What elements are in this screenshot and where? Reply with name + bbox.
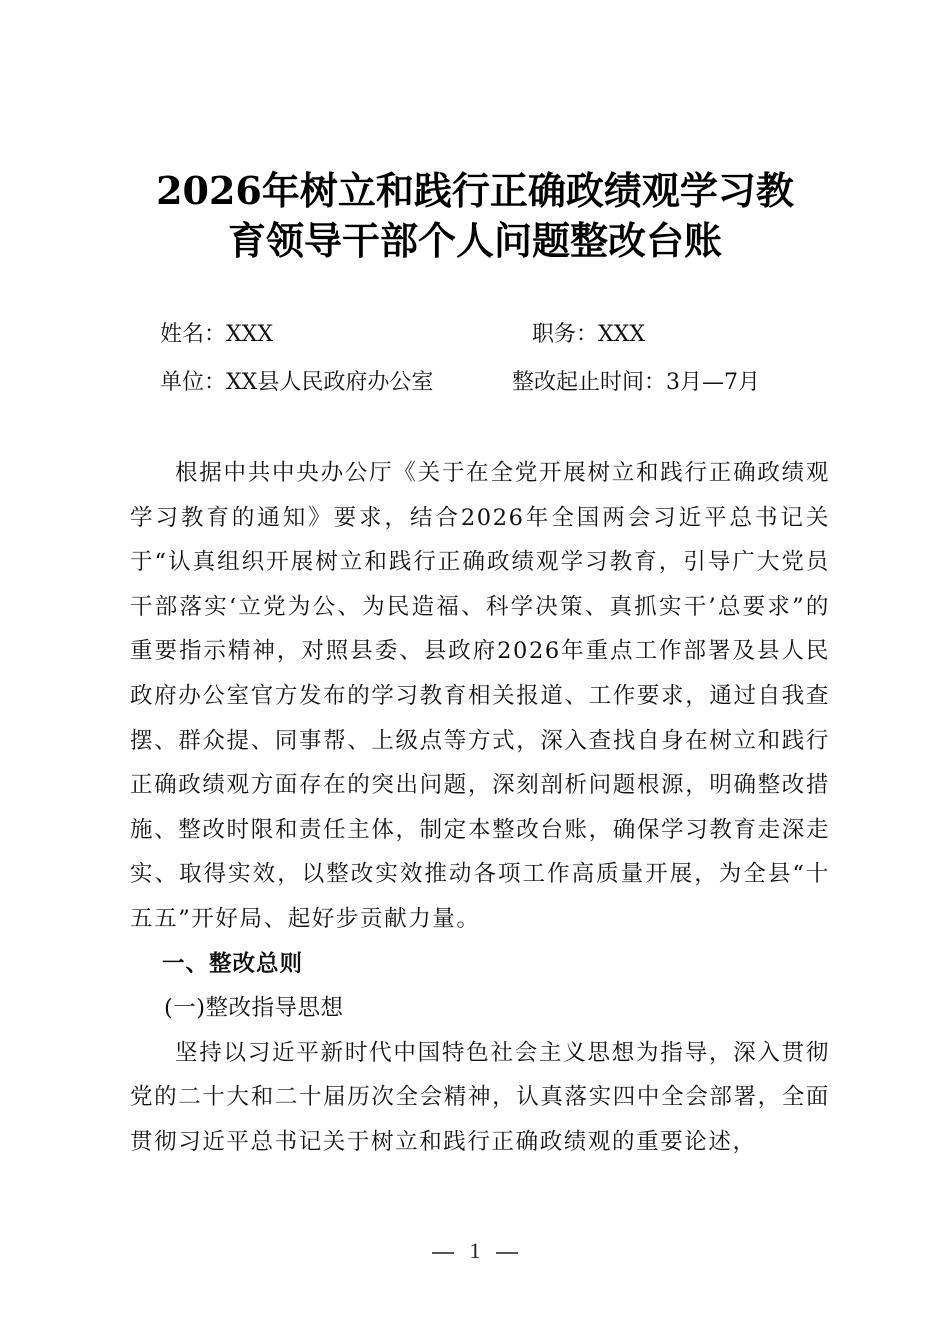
page-footer <box>0 1238 950 1264</box>
period-field: 整改起止时间：3月—7月 <box>512 370 760 395</box>
section-heading-1: 一、整改总则 <box>162 950 304 977</box>
footer-dash-right <box>496 1252 518 1254</box>
document-title <box>100 166 850 266</box>
meta-row-1 <box>160 322 645 348</box>
document-body <box>130 451 830 1165</box>
position-field: 职务：XXX <box>532 322 645 347</box>
name-field: 姓名：XXX <box>160 322 273 347</box>
footer-dash-left <box>432 1252 454 1254</box>
subsection-1-paragraph: 坚持以习近平新时代中国特色社会主义思想为指导，深入贯彻党的二十大和二十届历次全会精神，认真落实四中全会部署，全面贯彻习近平总书记关于树立和践行正确政绩观的重要论述， <box>130 1039 830 1155</box>
page-number: 1 <box>469 1238 481 1263</box>
title-line-2: 育领导干部个人问题整改台账 <box>227 218 722 263</box>
subsection-heading-1: (一)整改指导思想 <box>164 995 344 1022</box>
meta-row-2 <box>160 370 760 396</box>
title-line-1: 2026年树立和践行正确政绩观学习教 <box>156 168 794 213</box>
intro-paragraph: 根据中共中央办公厅《关于在全党开展树立和践行正确政绩观学习教育的通知》要求，结合2026年全国两会习近平总书记关于“认真组织开展树立和践行正确政绩观学习教育，引导广大党员干部落实‘立党为公、为民造福、科学决策、真抓实干’总要求”的重要指示精神，对照县委、县政府2026年重点工作部署及县人民政府办公室官方发布的学习教育相关报道、工作要求，通过自我查摆、群众提、同事帮、上级点等方式，深入查找自身在树立和践行正确政绩观方面存在的突出问题，深刻剖析问题根源，明确整改措施、整改时限和责任主体，制定本整改台账，确保学习教育走深走实、取得实效，以整改实效推动各项工作高质量开展，为全县“十五五”开好局、起好步贡献力量。 <box>130 460 830 932</box>
unit-field: 单位：XX县人民政府办公室 <box>160 370 434 395</box>
